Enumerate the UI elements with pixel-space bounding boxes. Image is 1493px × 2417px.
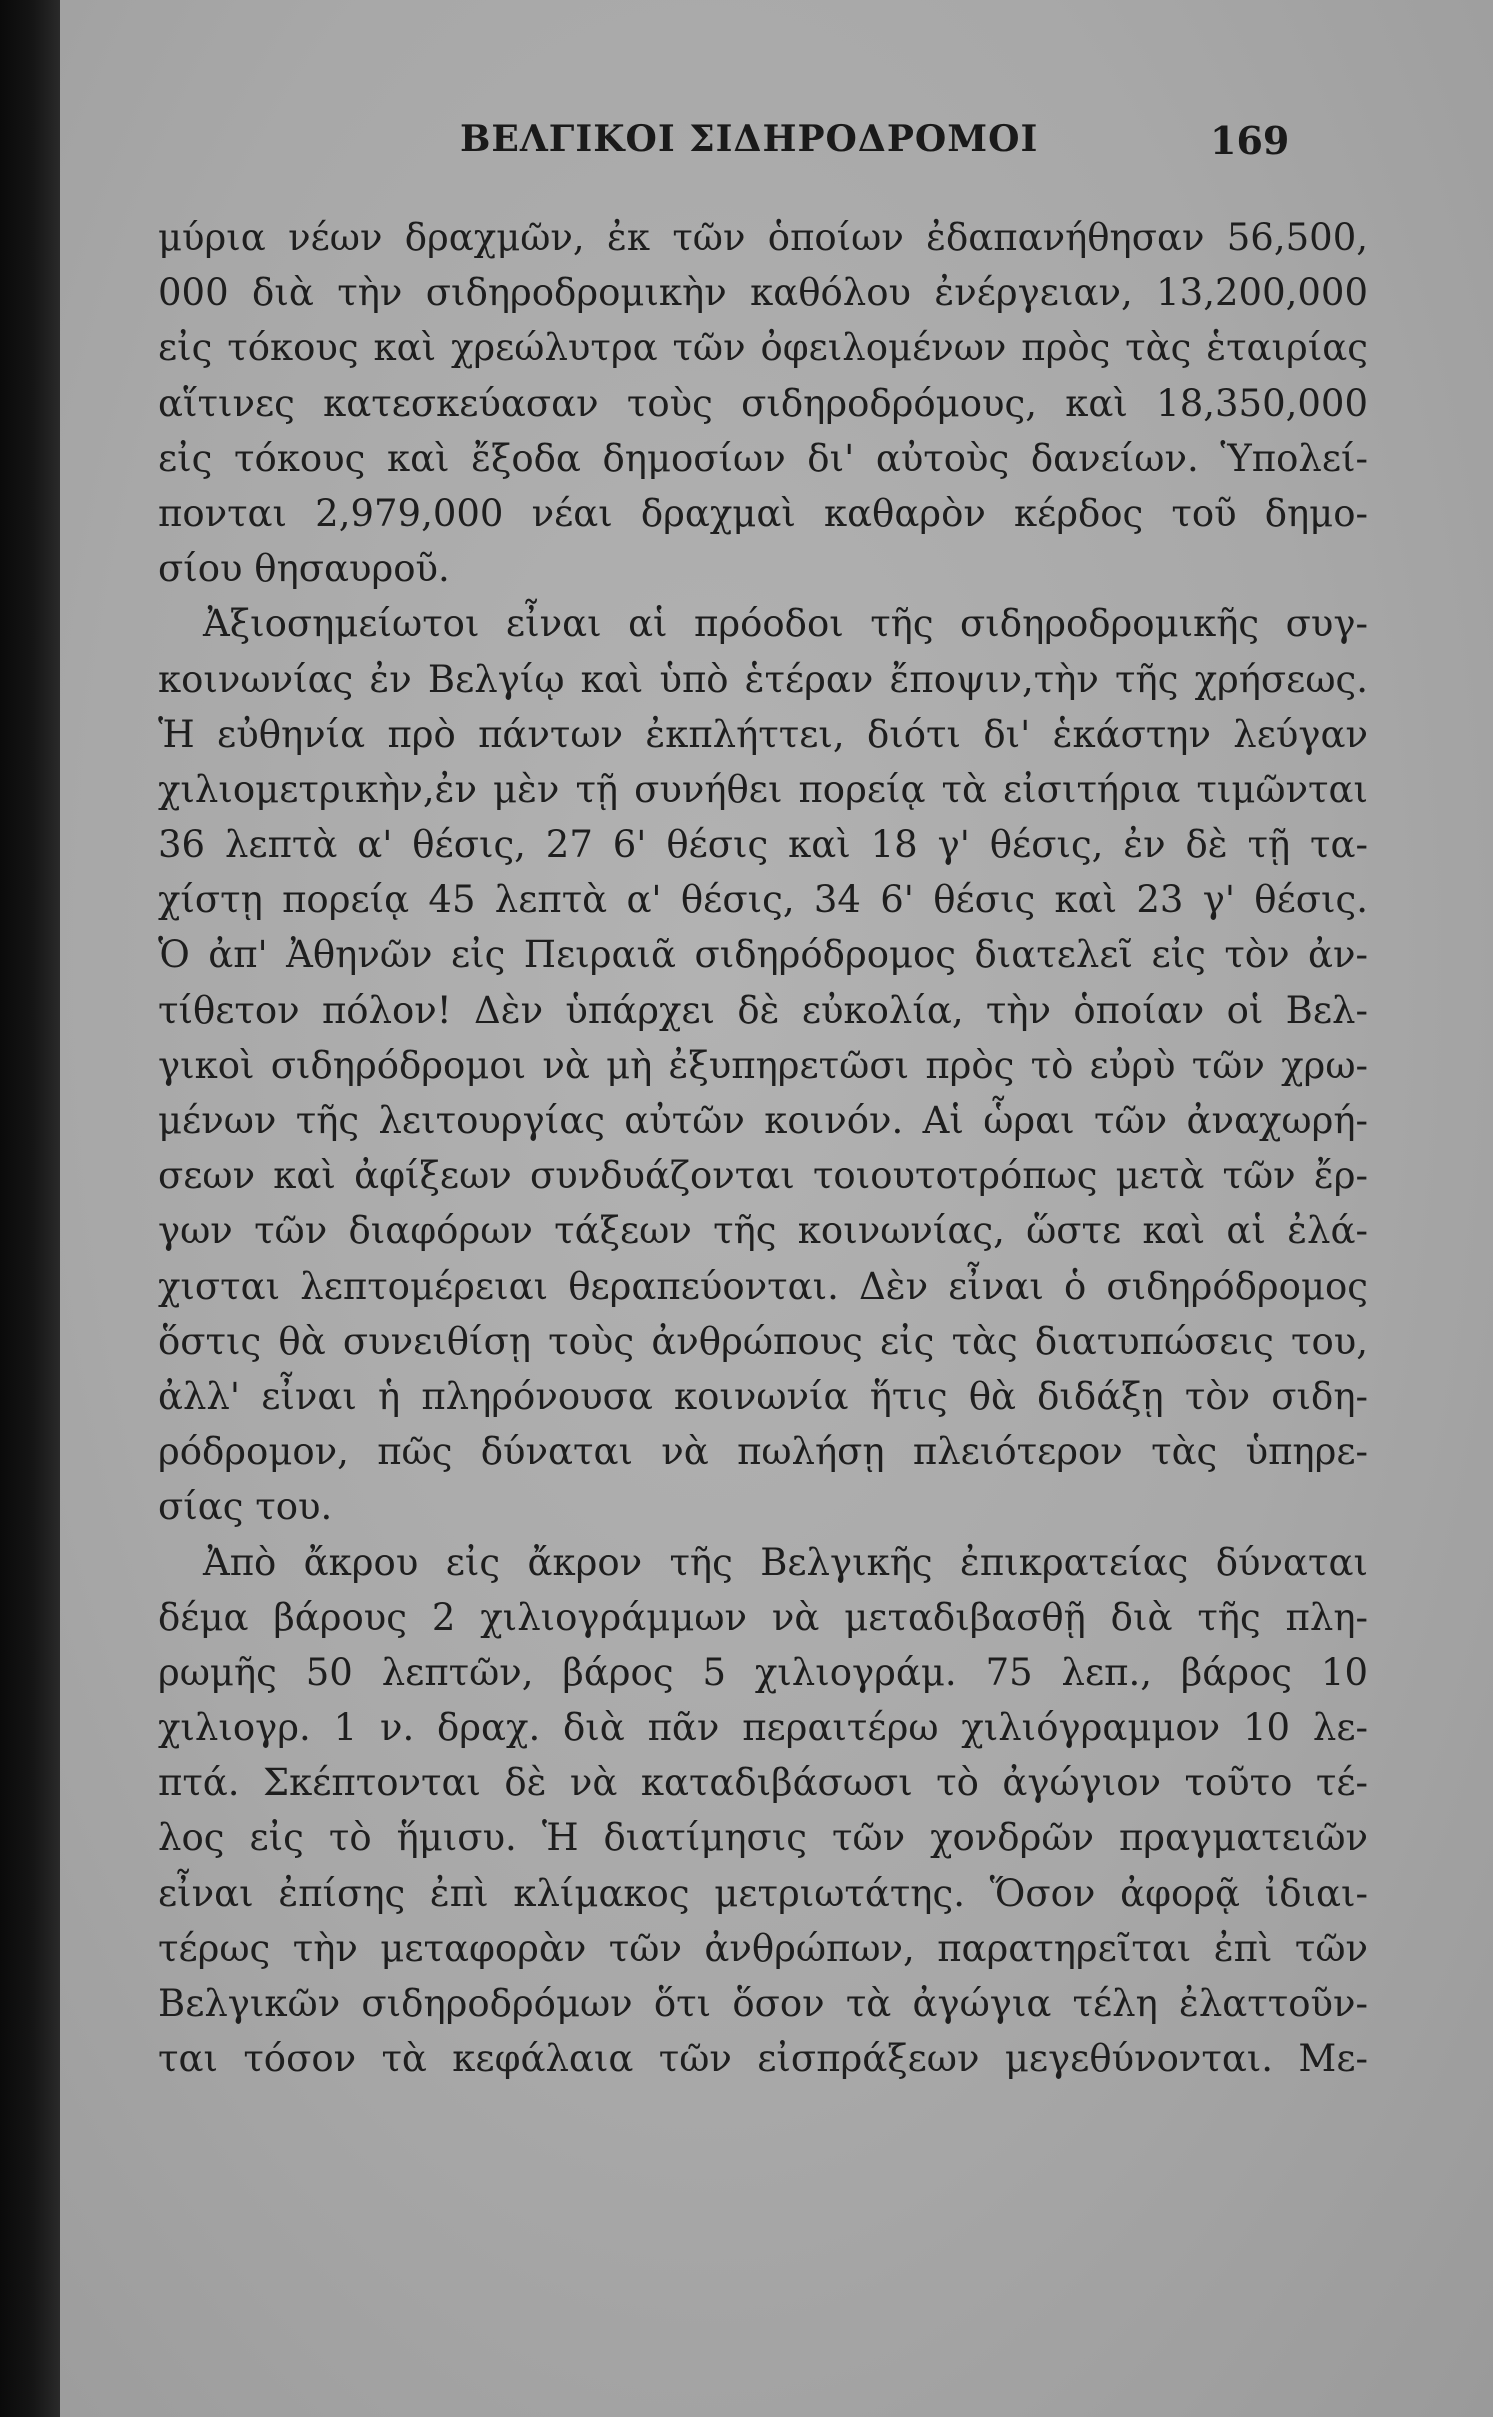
running-title: ΒΕΛΓΙΚΟΙ ΣΙΔΗΡΟΔΡΟΜΟΙ	[460, 118, 1039, 160]
text-line: αἵτινες κατεσκεύασαν τοὺς σιδηροδρόμους, καὶ 18,350,000	[158, 381, 1368, 425]
text-line: γων τῶν διαφόρων τάξεων τῆς κοινωνίας, ὥστε καὶ αἱ ἐλά-	[158, 1209, 1368, 1253]
text-line: τίθετον πόλον! Δὲν ὑπάρχει δὲ εὐκολία, τὴν ὁποίαν οἱ Βελ-	[158, 988, 1368, 1032]
text-line: χιλιομετρικὴν,ἐν μὲν τῇ συνήθει πορείᾳ τὰ εἰσιτήρια τιμῶνται	[158, 767, 1368, 811]
text-line: εἰς τόκους καὶ ἔξοδα δημοσίων δι' αὐτοὺς δανείων. Ὑπολεί-	[158, 436, 1368, 480]
paragraph-first-line: Ἀπὸ ἄκρου εἰς ἄκρον τῆς Βελγικῆς ἐπικρατείας δύναται	[203, 1540, 1368, 1584]
text-line: χιλιογρ. 1 ν. δραχ. διὰ πᾶν περαιτέρω χιλιόγραμμον 10 λε-	[158, 1706, 1368, 1750]
page-header	[60, 118, 1493, 178]
body-text	[158, 210, 1368, 2086]
text-line: εἶναι ἐπίσης ἐπὶ κλίμακος μετριωτάτης. Ὅσον ἀφορᾷ ἰδιαι-	[158, 1871, 1368, 1915]
text-line: 36 λεπτὰ α' θέσις, 27 6' θέσις καὶ 18 γ' θέσις, ἐν δὲ τῇ τα-	[158, 823, 1368, 867]
text-line: χισται λεπτομέρειαι θεραπεύονται. Δὲν εἶναι ὁ σιδηρόδρομος	[158, 1264, 1368, 1308]
text-line: σίας του.	[158, 1485, 333, 1529]
page-number: 169	[1210, 118, 1290, 163]
text-line: γικοὶ σιδηρόδρομοι νὰ μὴ ἐξυπηρετῶσι πρὸς τὸ εὐρὺ τῶν χρω-	[158, 1043, 1368, 1087]
text-line: ὅστις θὰ συνειθίσῃ τοὺς ἀνθρώπους εἰς τὰς διατυπώσεις του,	[158, 1319, 1368, 1363]
text-line: δέμα βάρους 2 χιλιογράμμων νὰ μεταδιβασθῇ διὰ τῆς πλη-	[158, 1595, 1368, 1639]
text-line: μένων τῆς λειτουργίας αὐτῶν κοινόν. Αἱ ὧραι τῶν ἀναχωρή-	[158, 1099, 1368, 1142]
text-line: ται τόσον τὰ κεφάλαια τῶν εἰσπράξεων μεγεθύνονται. Με-	[158, 2037, 1368, 2081]
text-line: ἀλλ' εἶναι ἡ πληρόνουσα κοινωνία ἥτις θὰ διδάξῃ τὸν σιδη-	[158, 1374, 1368, 1418]
text-line: εἰς τόκους καὶ χρεώλυτρα τῶν ὀφειλομένων πρὸς τὰς ἑταιρίας	[158, 326, 1368, 370]
text-line: Ὁ ἀπ' Ἀθηνῶν εἰς Πειραιᾶ σιδηρόδρομος διατελεῖ εἰς τὸν ἀν-	[158, 933, 1368, 977]
text-line: μύρια νέων δραχμῶν, ἐκ τῶν ὁποίων ἐδαπανήθησαν 56,500,	[158, 216, 1368, 259]
text-line: τέρως τὴν μεταφορὰν τῶν ἀνθρώπων, παρατηρεῖται ἐπὶ τῶν	[158, 1926, 1368, 1970]
text-line: χίστῃ πορείᾳ 45 λεπτὰ α' θέσις, 34 6' θέσις καὶ 23 γ' θέσις.	[158, 878, 1368, 922]
text-line: σεων καὶ ἀφίξεων συνδυάζονται τοιουτοτρόπως μετὰ τῶν ἔρ-	[158, 1154, 1368, 1198]
text-line: πονται 2,979,000 νέαι δραχμαὶ καθαρὸν κέρδος τοῦ δημο-	[158, 491, 1368, 535]
text-line: ρόδρομον, πῶς δύναται νὰ πωλήσῃ πλειότερον τὰς ὑπηρε-	[158, 1430, 1368, 1474]
book-page	[60, 0, 1493, 2417]
text-line: πτά. Σκέπτονται δὲ νὰ καταδιβάσωσι τὸ ἀγώγιον τοῦτο τέ-	[158, 1761, 1368, 1805]
text-line: Ἡ εὐθηνία πρὸ πάντων ἐκπλήττει, διότι δι' ἑκάστην λεύγαν	[158, 712, 1368, 756]
text-line: κοινωνίας ἐν Βελγίῳ καὶ ὑπὸ ἑτέραν ἔποψιν,τὴν τῆς χρήσεως.	[158, 657, 1368, 701]
text-line: 000 διὰ τὴν σιδηροδρομικὴν καθόλου ἐνέργειαν, 13,200,000	[158, 271, 1368, 315]
text-line: Βελγικῶν σιδηροδρόμων ὅτι ὅσον τὰ ἀγώγια τέλη ἐλαττοῦν-	[158, 1982, 1368, 2025]
text-line: ρωμῆς 50 λεπτῶν, βάρος 5 χιλιογράμ. 75 λεπ., βάρος 10	[158, 1650, 1368, 1694]
paragraph-first-line: Ἀξιοσημείωτοι εἶναι αἱ πρόοδοι τῆς σιδηροδρομικῆς συγ-	[203, 602, 1368, 646]
text-line: σίου θησαυροῦ.	[158, 547, 450, 591]
text-line: λος εἰς τὸ ἥμισυ. Ἡ διατίμησις τῶν χονδρῶν πραγματειῶν	[158, 1816, 1368, 1860]
book-binding-shadow	[0, 0, 60, 2417]
